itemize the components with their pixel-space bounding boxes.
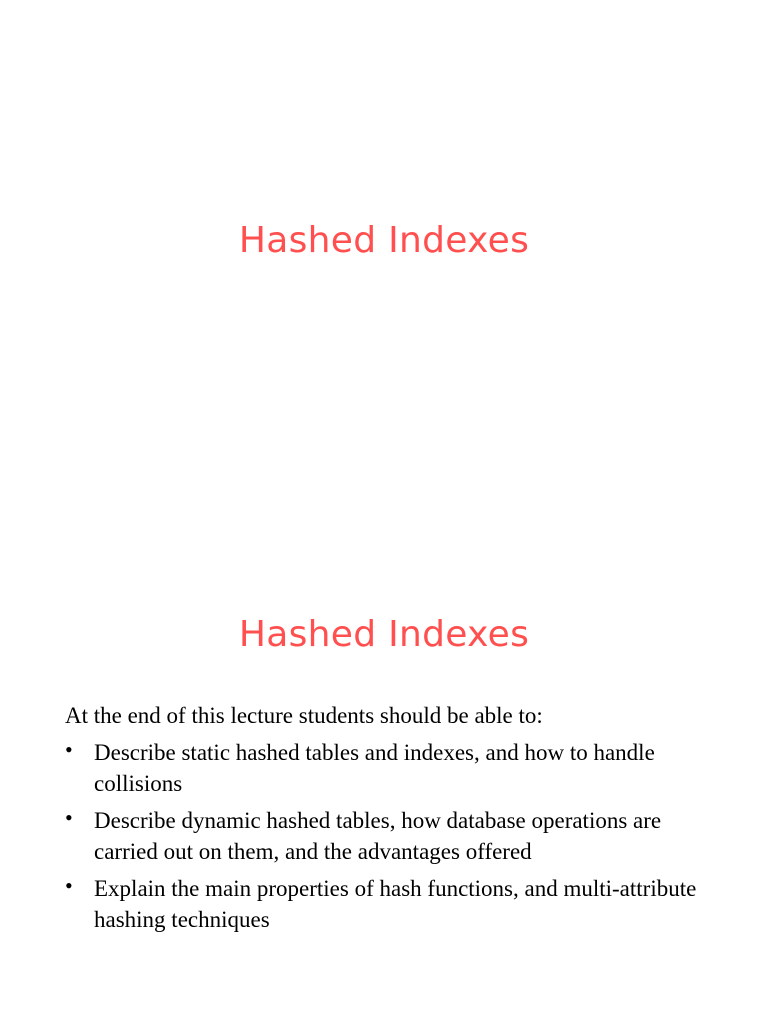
objectives-list: [65, 737, 715, 935]
list-item: [65, 873, 715, 935]
bullet-icon: •: [65, 805, 73, 830]
intro-text: At the end of this lecture students should be able to:: [65, 703, 543, 728]
list-item: [65, 805, 715, 867]
bullet-icon: •: [65, 873, 73, 898]
bullet-icon: •: [65, 737, 73, 762]
list-item: [65, 737, 715, 799]
list-item-text: Describe dynamic hashed tables, how database operations are carried out on them, and the advantages offered: [94, 808, 662, 864]
list-item-text: Explain the main properties of hash functions, and multi-attribute hashing techniques: [94, 876, 697, 932]
slide-2: [0, 512, 768, 1024]
slide-2-content: [65, 700, 715, 941]
slide-1-title: Hashed Indexes: [238, 220, 530, 261]
list-item-text: Describe static hashed tables and indexes, and how to handle collisions: [94, 740, 655, 796]
slide-2-title: Hashed Indexes: [238, 614, 530, 655]
